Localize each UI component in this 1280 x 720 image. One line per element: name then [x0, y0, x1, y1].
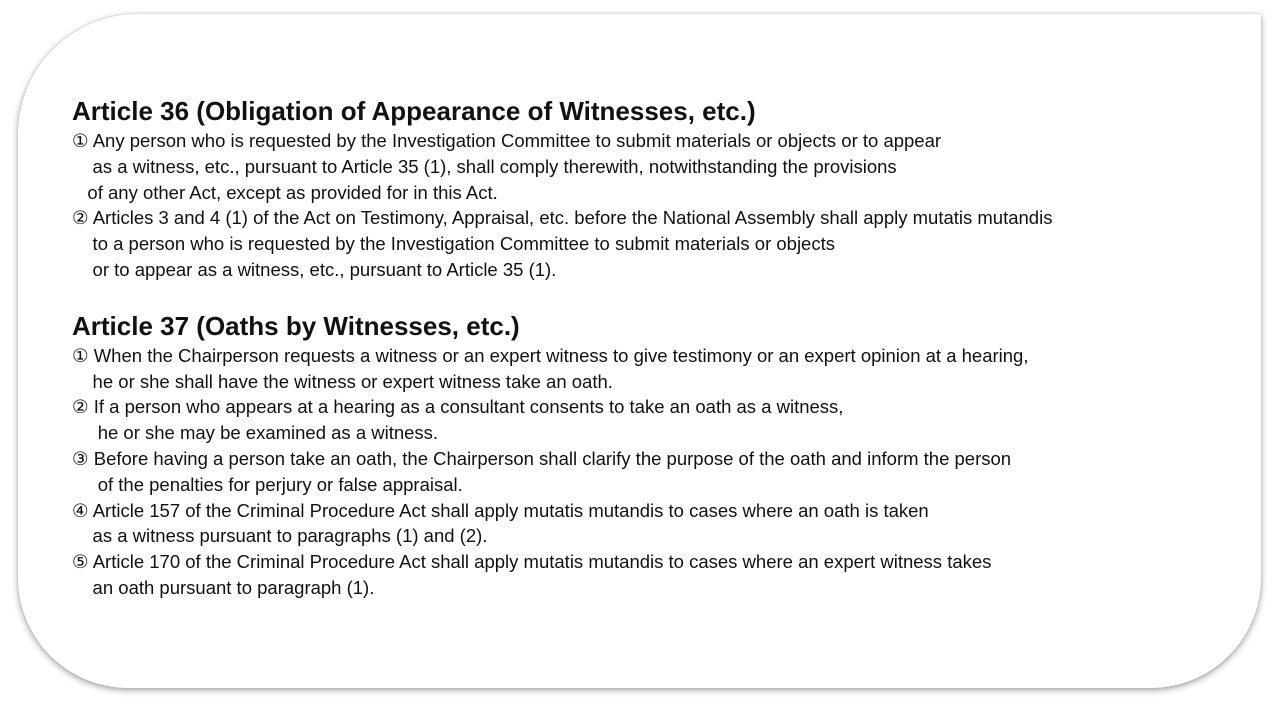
- article-37: [72, 309, 1242, 601]
- document-body: [72, 94, 1242, 601]
- paragraph-line: ⑤ Article 170 of the Criminal Procedure Act shall apply mutatis mutandis to cases where an expert witness takes: [72, 551, 992, 573]
- paragraph-line: of any other Act, except as provided for in this Act.: [72, 181, 498, 203]
- paragraph-line: or to appear as a witness, etc., pursuant to Article 35 (1).: [72, 258, 557, 280]
- article-37-paragraph-4: [72, 498, 1242, 550]
- paragraph-line: as a witness pursuant to paragraphs (1) and (2).: [72, 525, 488, 547]
- paragraph-line: he or she shall have the witness or expert witness take an oath.: [72, 370, 613, 392]
- paragraph-line: ① When the Chairperson requests a witness or an expert witness to give testimony or an expert opinion at a hearing,: [72, 344, 1029, 366]
- paragraph-line: an oath pursuant to paragraph (1).: [72, 576, 375, 598]
- paragraph-line: to a person who is requested by the Investigation Committee to submit materials or objects: [72, 233, 835, 255]
- article-36-paragraph-1: [72, 128, 1242, 205]
- paragraph-line: as a witness, etc., pursuant to Article 35 (1), shall comply therewith, notwithstanding the provisions: [72, 155, 897, 177]
- paragraph-line: ② Articles 3 and 4 (1) of the Act on Testimony, Appraisal, etc. before the National Assembly shall apply mutatis mutandis: [72, 207, 1053, 229]
- paragraph-line: he or she may be examined as a witness.: [72, 422, 439, 444]
- paragraph-line: ② If a person who appears at a hearing as a consultant consents to take an oath as a witness,: [72, 396, 844, 418]
- paragraph-line: ④ Article 157 of the Criminal Procedure Act shall apply mutatis mutandis to cases where an oath is taken: [72, 499, 929, 521]
- article-37-paragraph-2: [72, 394, 1242, 446]
- paragraph-line: of the penalties for perjury or false appraisal.: [72, 473, 463, 495]
- article-36-heading: Article 36 (Obligation of Appearance of Witnesses, etc.): [72, 96, 756, 126]
- paragraph-line: ① Any person who is requested by the Investigation Committee to submit materials or objects or to appear: [72, 130, 942, 151]
- article-37-paragraph-5: [72, 549, 1242, 601]
- article-36: [72, 94, 1242, 283]
- paragraph-line: ③ Before having a person take an oath, the Chairperson shall clarify the purpose of the oath and inform the person: [72, 447, 1012, 469]
- article-37-paragraph-1: [72, 343, 1242, 395]
- article-37-heading: Article 37 (Oaths by Witnesses, etc.): [72, 310, 520, 341]
- article-36-paragraph-2: [72, 205, 1242, 282]
- article-37-paragraph-3: [72, 446, 1242, 498]
